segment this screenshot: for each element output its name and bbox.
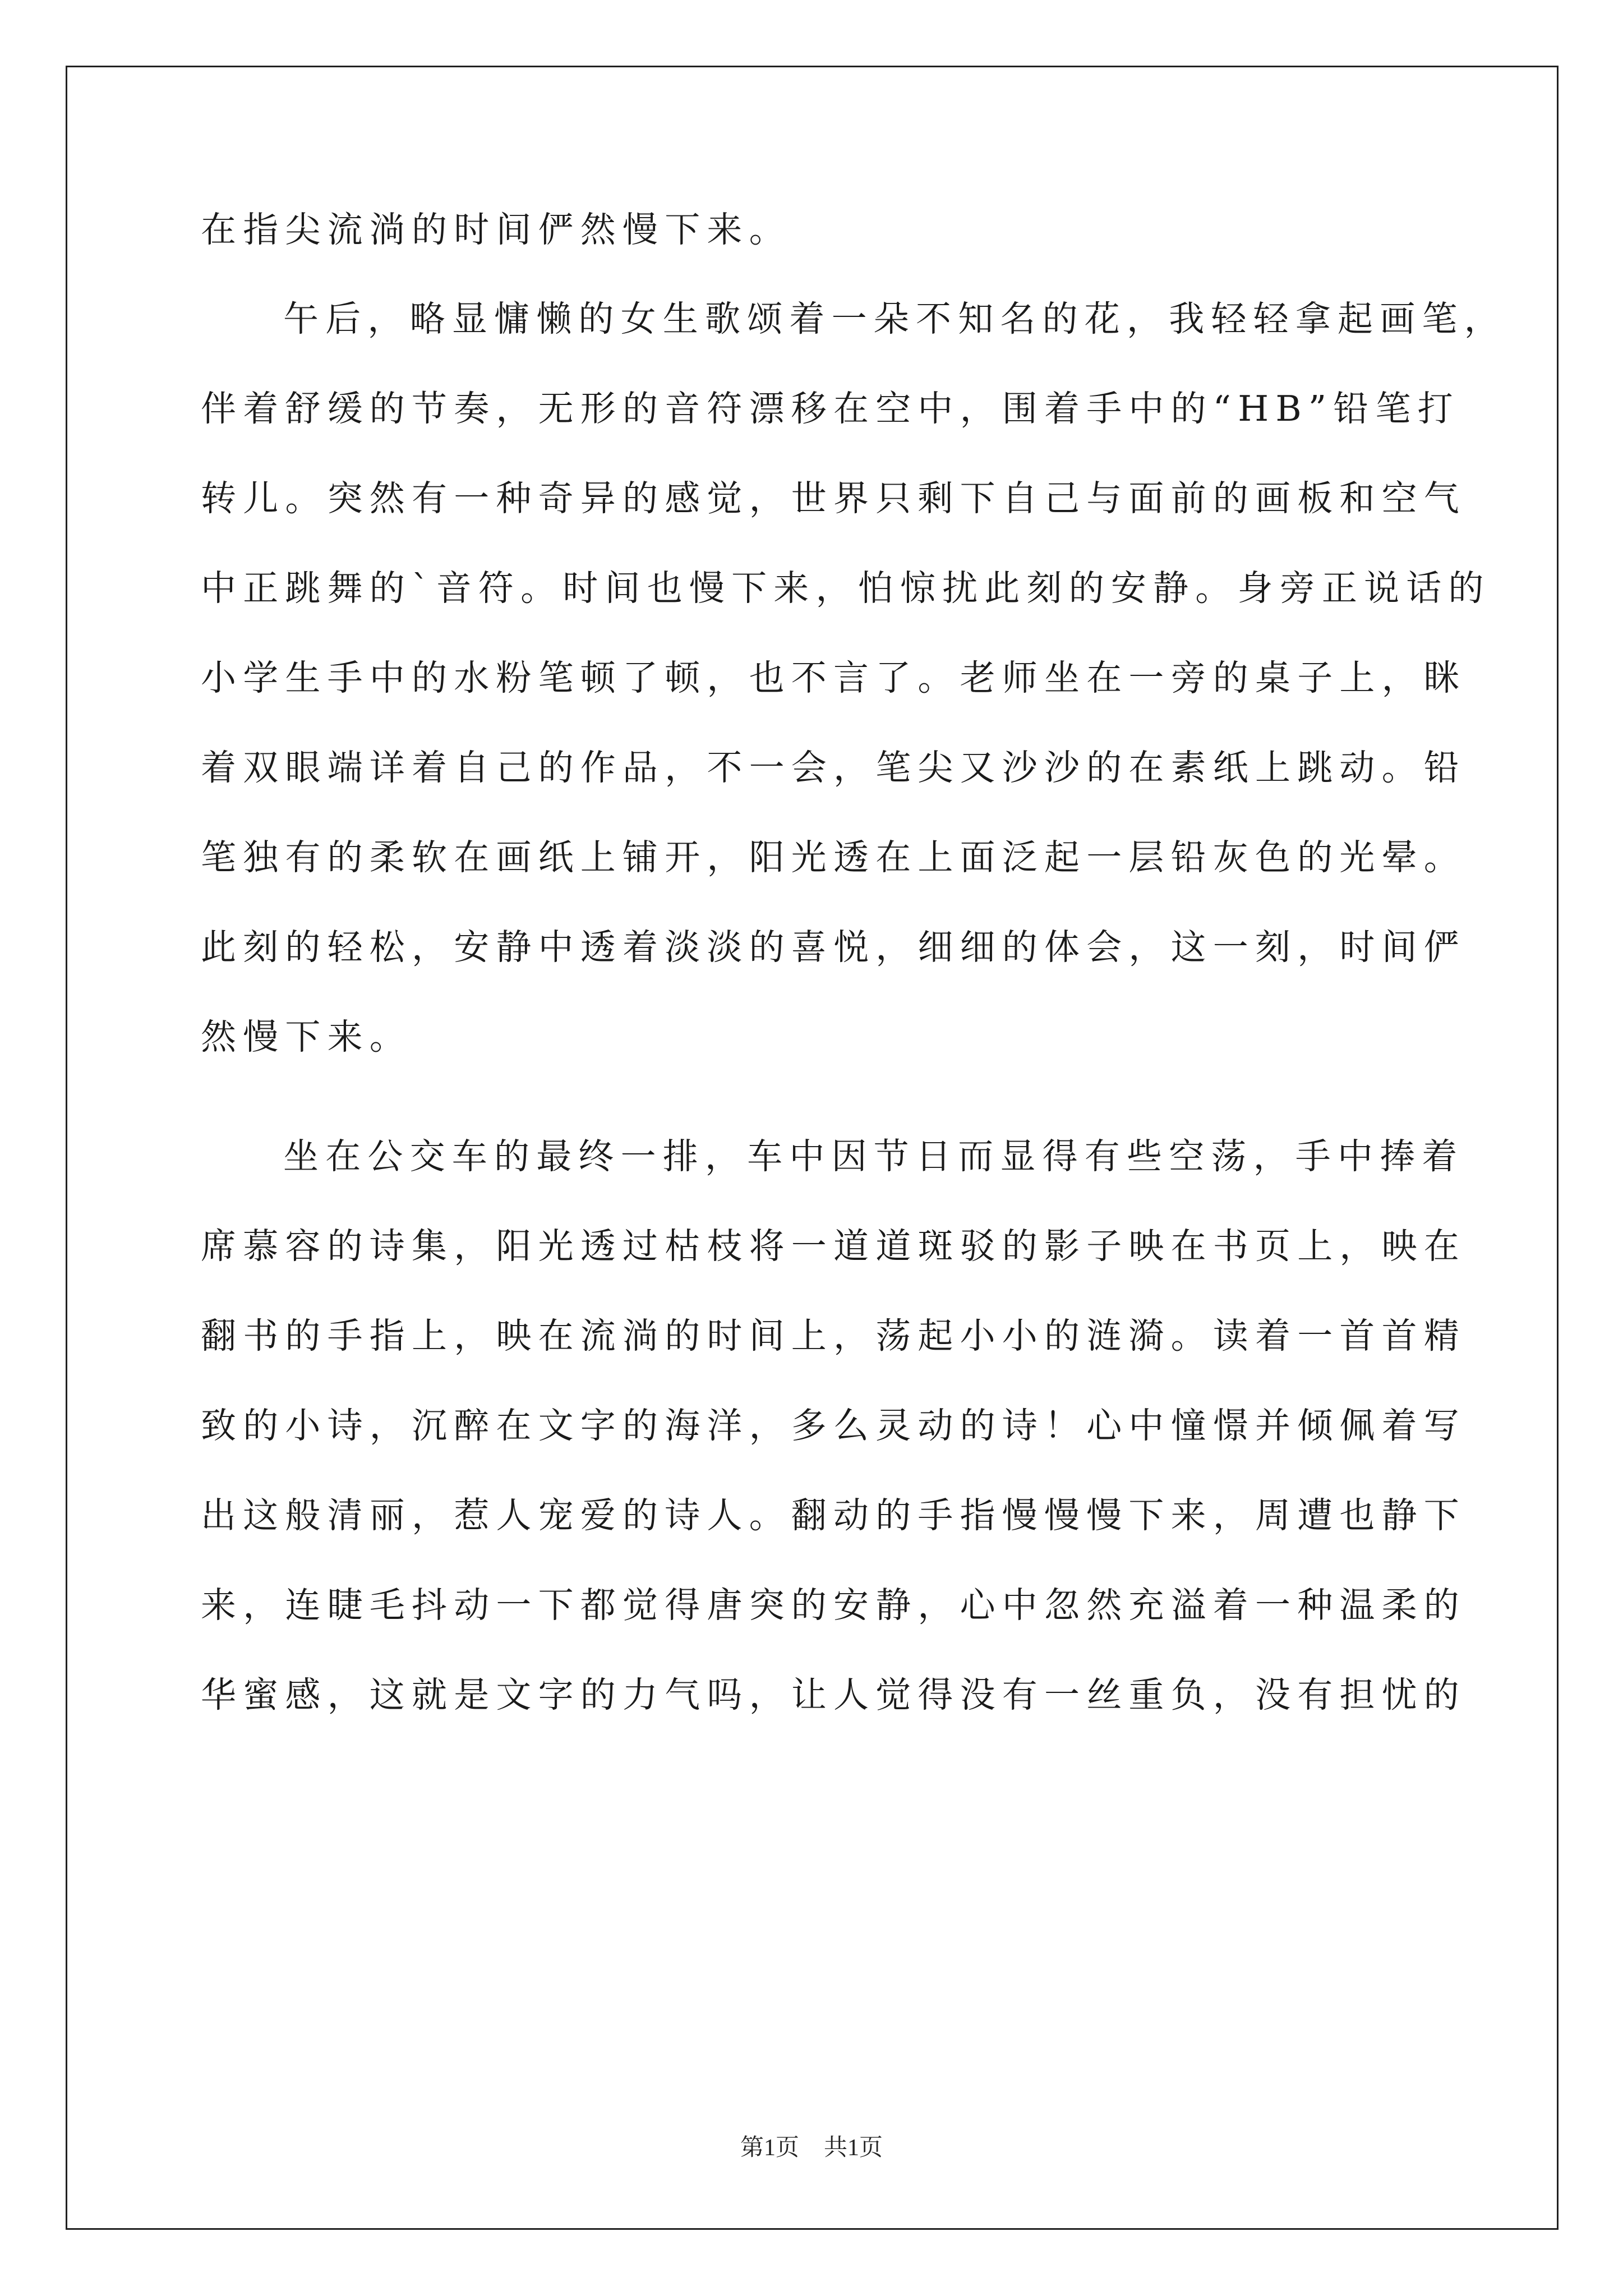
text-line: 着双眼端详着自己的作品，不一会，笔尖又沙沙的在素纸上跳动。铅 — [201, 747, 1466, 788]
text-line: 席慕容的诗集，阳光透过枯枝将一道道斑驳的影子映在书页上，映在 — [201, 1226, 1466, 1267]
text-line: 来，连睫毛抖动一下都觉得唐突的安静，心中忽然充溢着一种温柔的 — [201, 1585, 1466, 1626]
paragraph-start-line: 坐在公交车的最终一排，车中因节日而显得有些空荡，手中捧着 — [283, 1136, 1464, 1177]
text-line: 出这般清丽，惹人宠爱的诗人。翻动的手指慢慢慢下来，周遭也静下 — [201, 1495, 1466, 1536]
text-line: 转儿。突然有一种奇异的感觉，世界只剩下自己与面前的画板和空气 — [201, 478, 1466, 519]
paragraph-start-line: 午后，略显慵懒的女生歌颂着一朵不知名的花，我轻轻拿起画笔， — [283, 298, 1506, 339]
text-line: 伴着舒缓的节奏，无形的音符漂移在空中，围着手中的“HB”铅笔打 — [201, 388, 1460, 429]
text-line: 小学生手中的水粉笔顿了顿，也不言了。老师坐在一旁的桌子上，眯 — [201, 657, 1466, 698]
page-number: 第1页 — [740, 2135, 799, 2161]
text-line: 中正跳舞的`音符。时间也慢下来，怕惊扰此刻的安静。身旁正说话的 — [201, 568, 1491, 609]
text-line: 此刻的轻松，安静中透着淡淡的喜悦，细细的体会，这一刻，时间俨 — [201, 927, 1466, 968]
text-line: 华蜜感，这就是文字的力气吗，让人觉得没有一丝重负，没有担忧的 — [201, 1674, 1466, 1715]
page-footer — [0, 2129, 1623, 2162]
page-total: 共1页 — [824, 2135, 883, 2161]
text-line: 然慢下来。 — [201, 1016, 412, 1057]
text-line: 翻书的手指上，映在流淌的时间上，荡起小小的涟漪。读着一首首精 — [201, 1315, 1466, 1356]
text-line: 笔独有的柔软在画纸上铺开，阳光透在上面泛起一层铅灰色的光晕。 — [201, 837, 1466, 878]
text-line: 在指尖流淌的时间俨然慢下来。 — [201, 209, 791, 250]
text-line: 致的小诗，沉醉在文字的海洋，多么灵动的诗！心中憧憬并倾佩着写 — [201, 1405, 1466, 1446]
